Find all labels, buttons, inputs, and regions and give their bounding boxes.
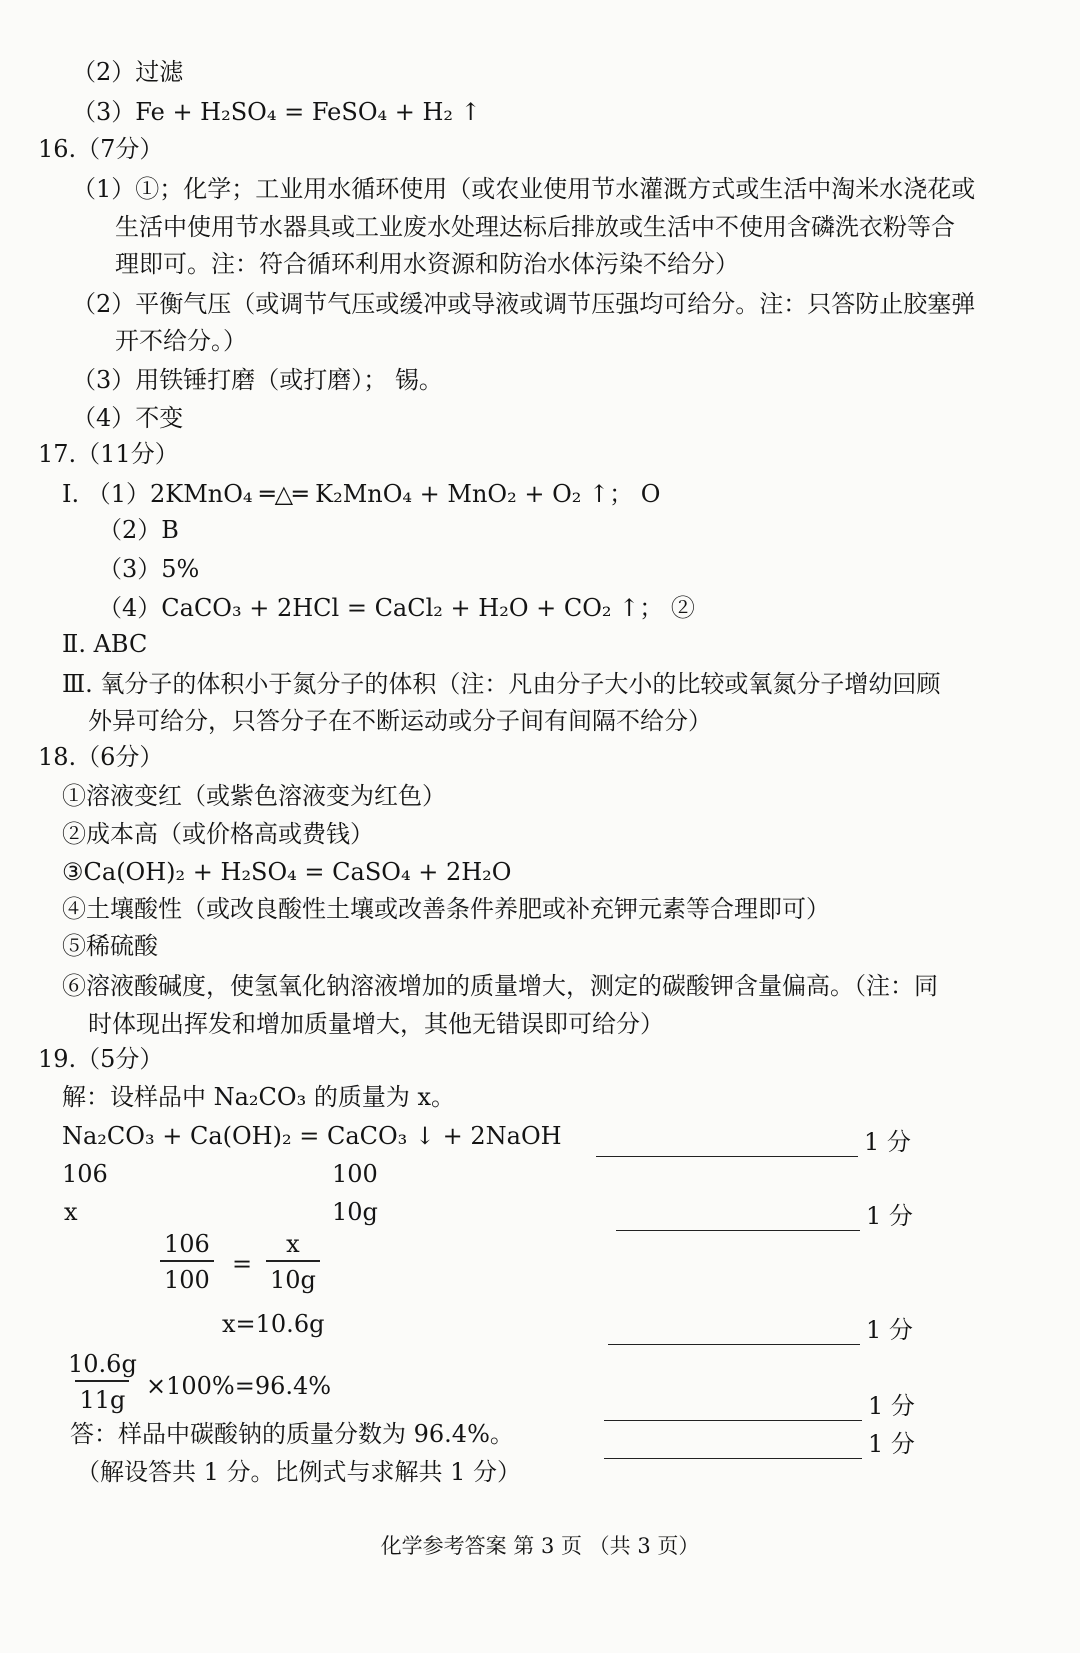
q16-answer-1-line-1: （1）①；化学；工业用水循环使用（或农业使用节水灌溉方式或生活中淘米水浇花或 <box>72 175 976 203</box>
score-mark-3 <box>608 1310 913 1345</box>
q19-x-result: x=10.6g <box>222 1310 325 1338</box>
q17-part-1-answer-1: Ⅰ. （1）2KMnO₄ ═△═ K₂MnO₄ + MnO₂ + O₂ ↑； O <box>62 480 661 508</box>
score-value: 1 分 <box>868 1430 915 1458</box>
q19-molar-mass-left: 106 <box>62 1160 108 1188</box>
q17-part-3-line-1: Ⅲ. 氧分子的体积小于氮分子的体积（注：凡由分子大小的比较或氧氮分子增幼回顾 <box>62 670 941 698</box>
q16-answer-2-line-2: 开不给分。） <box>115 327 247 355</box>
q17-heading: 17.（11分） <box>38 440 179 468</box>
q19-ratio-left-fraction <box>160 1230 214 1294</box>
q19-let-statement: 解：设样品中 Na₂CO₃ 的质量为 x。 <box>62 1083 456 1111</box>
q18-answer-4: ④土壤酸性（或改良酸性土壤或改善条件养肥或补充钾元素等合理即可） <box>62 895 830 923</box>
score-value: 1 分 <box>864 1128 911 1156</box>
q17-part-1-answer-4: （4）CaCO₃ + 2HCl = CaCl₂ + H₂O + CO₂ ↑； ② <box>98 594 695 622</box>
q19-percentage-numerator: 10.6g <box>68 1350 137 1378</box>
q16-answer-1-line-2: 生活中使用节水器具或工业废水处理达标后排放或生活中不使用含磷洗衣粉等合 <box>115 213 955 241</box>
q18-heading: 18.（6分） <box>38 743 164 771</box>
q16-answer-1-line-3: 理即可。注：符合循环利用水资源和防治水体污染不给分） <box>115 250 739 278</box>
score-value: 1 分 <box>866 1316 913 1344</box>
score-line <box>608 1344 860 1345</box>
score-mark-2 <box>616 1196 913 1231</box>
q17-part-1-answer-3: （3）5% <box>98 555 200 583</box>
score-line <box>616 1230 860 1231</box>
q19-percentage-denominator: 11g <box>75 1380 129 1414</box>
q15-answer-3: （3）Fe + H₂SO₄ = FeSO₄ + H₂ ↑ <box>72 98 481 126</box>
score-value: 1 分 <box>868 1392 915 1420</box>
q19-ratio-left-denominator: 100 <box>160 1260 214 1294</box>
q19-ratio-left-numerator: 106 <box>164 1230 210 1258</box>
q19-variable-x: x <box>64 1198 78 1226</box>
q19-equation: Na₂CO₃ + Ca(OH)₂ = CaCO₃ ↓ + 2NaOH <box>62 1122 562 1150</box>
q19-heading: 19.（5分） <box>38 1045 164 1073</box>
q18-answer-1: ①溶液变红（或紫色溶液变为红色） <box>62 782 446 810</box>
q18-answer-3: ③Ca(OH)₂ + H₂SO₄ = CaSO₄ + 2H₂O <box>62 858 512 886</box>
q19-molar-mass-right: 100 <box>332 1160 378 1188</box>
score-mark-4 <box>604 1386 915 1421</box>
q18-answer-5: ⑤稀硫酸 <box>62 932 158 960</box>
q16-answer-4: （4）不变 <box>72 404 184 432</box>
q16-answer-3: （3）用铁锤打磨（或打磨）； 锡。 <box>72 366 443 394</box>
q18-answer-2: ②成本高（或价格高或费钱） <box>62 820 374 848</box>
q19-percentage-fraction <box>64 1350 141 1414</box>
score-mark-1 <box>596 1122 911 1157</box>
score-mark-5 <box>604 1424 915 1459</box>
q19-scoring-note: （解设答共 1 分。比例式与求解共 1 分） <box>76 1458 522 1486</box>
page-footer: 化学参考答案 第 3 页 （共 3 页） <box>380 1534 700 1558</box>
q17-part-3-line-2: 外异可给分，只答分子在不断运动或分子间有间隔不给分） <box>88 707 712 735</box>
q19-percentage-result: ×100%=96.4% <box>146 1372 332 1400</box>
q19-ratio-right-numerator: x <box>286 1230 300 1258</box>
score-line <box>604 1458 862 1459</box>
q17-part-1-answer-2: （2）B <box>98 516 179 544</box>
q19-mass-10g: 10g <box>332 1198 378 1226</box>
q18-answer-6-line-2: 时体现出挥发和增加质量增大，其他无错误即可给分） <box>88 1010 664 1038</box>
q19-ratio-right-denominator: 10g <box>266 1260 320 1294</box>
score-line <box>604 1420 862 1421</box>
q15-answer-2: （2）过滤 <box>72 58 184 86</box>
score-value: 1 分 <box>866 1202 913 1230</box>
q19-answer-statement: 答：样品中碳酸钠的质量分数为 96.4%。 <box>70 1420 514 1448</box>
q16-heading: 16.（7分） <box>38 135 164 163</box>
q19-ratio-equals: = <box>232 1250 253 1278</box>
q18-answer-6-line-1: ⑥溶液酸碱度，使氢氧化钠溶液增加的质量增大，测定的碳酸钾含量偏高。（注：同 <box>62 972 938 1000</box>
score-line <box>596 1156 858 1157</box>
q16-answer-2-line-1: （2）平衡气压（或调节气压或缓冲或导液或调节压强均可给分。注：只答防止胶塞弹 <box>72 290 976 318</box>
q19-ratio-right-fraction <box>266 1230 320 1294</box>
q17-part-2: Ⅱ. ABC <box>62 630 148 658</box>
